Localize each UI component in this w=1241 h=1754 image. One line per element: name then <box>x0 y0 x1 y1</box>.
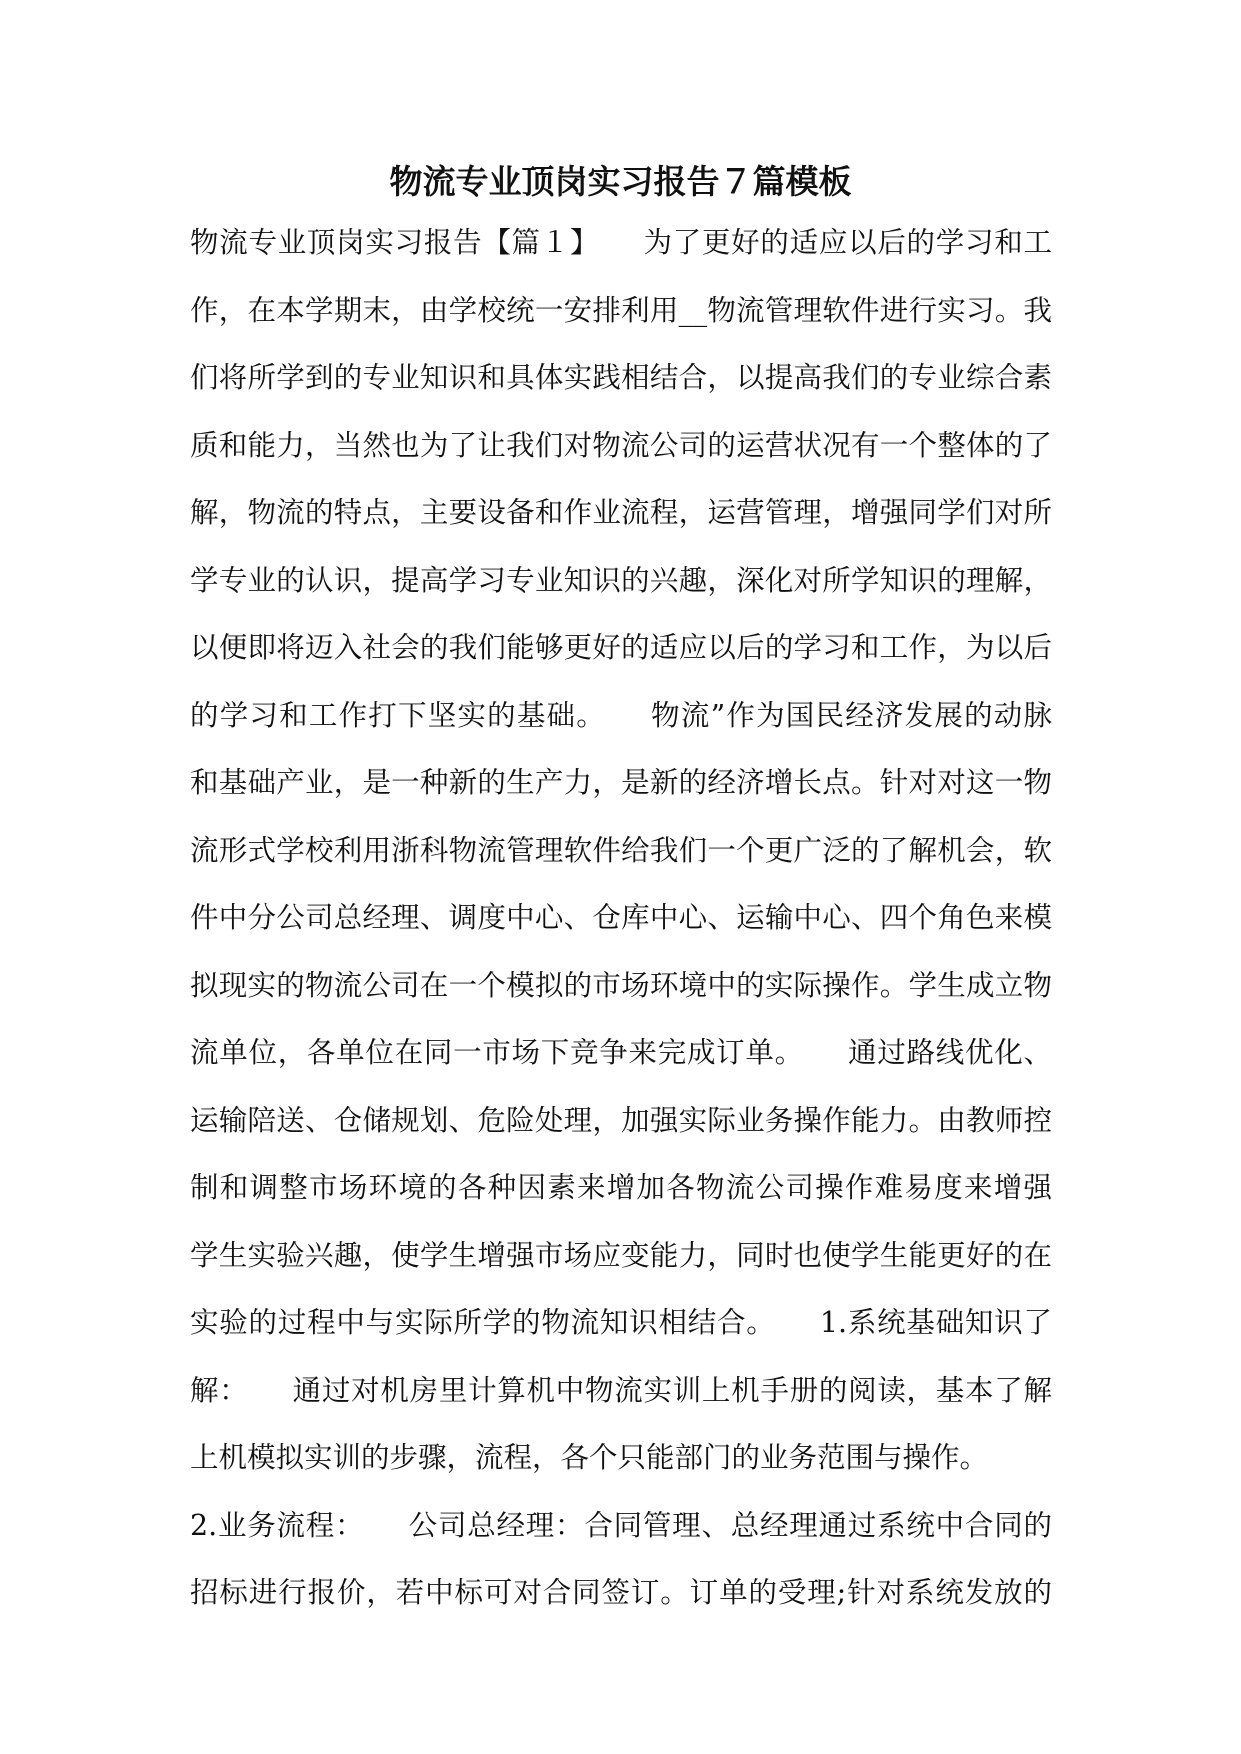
body-text-line: 以便即将迈入社会的我们能够更好的适应以后的学习和工作，为以后 <box>190 631 1052 664</box>
document-title: 物流专业顶岗实习报告７篇模板 <box>389 162 852 201</box>
body-text-line: 们将所学到的专业知识和具体实践相结合，以提高我们的专业综合素 <box>190 361 1052 394</box>
body-text-line: 和基础产业，是一种新的生产力，是新的经济增长点。针对对这一物 <box>190 766 1052 799</box>
body-text-line: 学生实验兴趣，使学生增强市场应变能力，同时也使学生能更好的在 <box>190 1239 1052 1272</box>
body-text-line: 学专业的认识，提高学习专业知识的兴趣，深化对所学知识的理解， <box>190 564 1052 597</box>
body-text-line: 2.业务流程： 公司总经理：合同管理、总经理通过系统中合同的 <box>190 1509 1052 1542</box>
body-text-line: 实验的过程中与实际所学的物流知识相结合。 1.系统基础知识了 <box>190 1306 1052 1339</box>
body-text-line: 运输陪送、仓储规划、危险处理，加强实际业务操作能力。由教师控 <box>190 1104 1052 1137</box>
body-text-line: 作，在本学期末，由学校统一安排利用__物流管理软件进行实习。我 <box>190 294 1052 327</box>
body-text-line: 解： 通过对机房里计算机中物流实训上机手册的阅读，基本了解 <box>190 1374 1052 1407</box>
body-text-line: 拟现实的物流公司在一个模拟的市场环境中的实际操作。学生成立物 <box>190 969 1052 1002</box>
body-text-line: 质和能力，当然也为了让我们对物流公司的运营状况有一个整体的了 <box>190 429 1052 462</box>
body-text-line: 招标进行报价，若中标可对合同签订。订单的受理;针对系统发放的 <box>190 1576 1052 1609</box>
body-text-line: 制和调整市场环境的各种因素来增加各物流公司操作难易度来增强 <box>190 1171 1052 1204</box>
body-text-line: 流形式学校利用浙科物流管理软件给我们一个更广泛的了解机会，软 <box>190 834 1052 867</box>
body-text-line: 解，物流的特点，主要设备和作业流程，运营管理，增强同学们对所 <box>190 496 1052 529</box>
body-text-line: 上机模拟实训的步骤，流程，各个只能部门的业务范围与操作。 <box>190 1441 989 1474</box>
body-text-line: 件中分公司总经理、调度中心、仓库中心、运输中心、四个角色来模 <box>190 901 1052 934</box>
body-text-line: 流单位，各单位在同一市场下竞争来完成订单。 通过路线优化、 <box>190 1036 1052 1069</box>
body-text-line: 物流专业顶岗实习报告【篇１】 为了更好的适应以后的学习和工 <box>190 226 1052 259</box>
body-text-line: 的学习和工作打下坚实的基础。 物流”作为国民经济发展的动脉 <box>190 699 1052 732</box>
